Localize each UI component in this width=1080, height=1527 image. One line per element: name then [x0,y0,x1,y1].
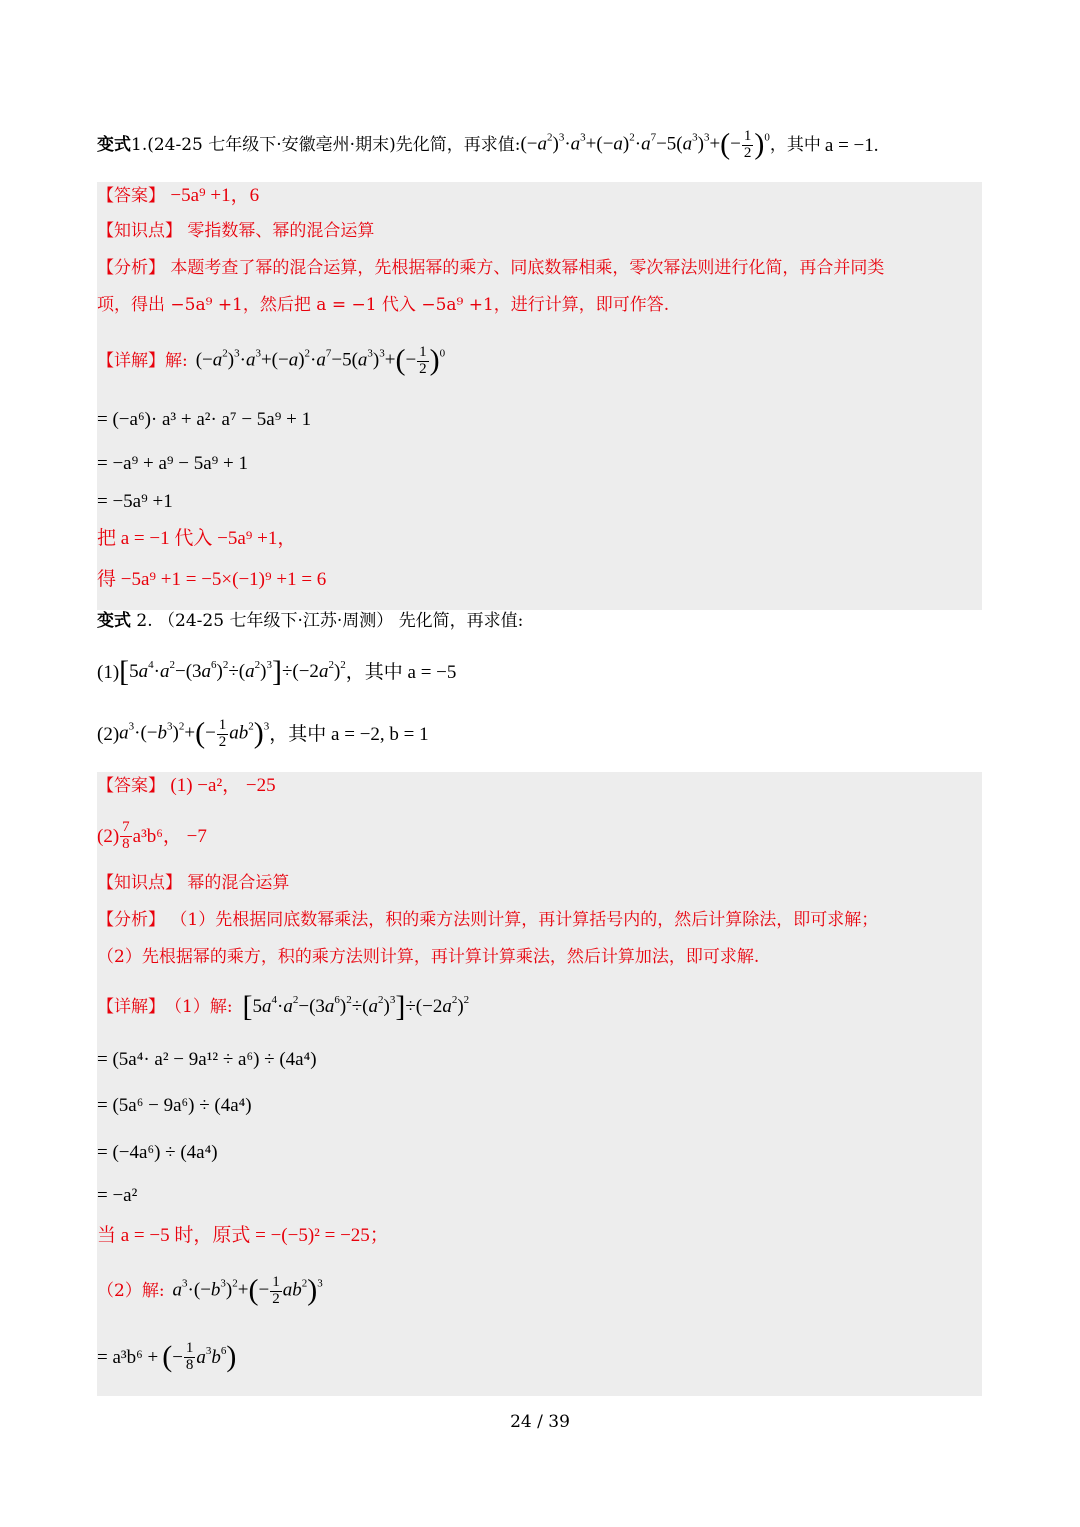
knowledge-tag-2: 【知识点】 [97,873,182,893]
q2-expression: $a^3\cdot(-b^3)^2+(-$ $\frac{1}{2}$ $ab^2)^3$ [119,716,270,750]
q2-prefix: (2) [97,723,120,745]
q1-prefix: (1) [97,661,120,683]
variant1-source: (24-25 七年级下·安徽亳州·期末) [147,134,396,155]
q1-condition: ，其中 a = −5 [345,661,457,683]
analysis-line-2a [97,912,878,929]
detail-line-1 [97,338,445,384]
part2-step1-left: = a³b⁶ + [97,1346,159,1368]
analysis-line-2b: （2）先根据幂的乘方，积的乘方法则计算，再计算计算乘法，然后计算加法，即可求解. [97,947,760,967]
variant1-label: 变式 [97,134,131,155]
answer2-rest: a³b⁶， −7 [132,825,207,847]
step-2-2: = (5a⁶ − 9a⁶) ÷ (4a⁴) [97,1095,252,1116]
question-2 [97,711,429,757]
part2-term: $a^3b^6$ [196,1344,227,1368]
page-number: 24 / 39 [510,1412,570,1432]
analysis-text-2a: （1）先根据同底数幂乘法，积的乘方法则计算，再计算括号内的，然后计算除法，即可求解； [170,910,879,930]
step-2: = −a⁹ + a⁹ − 5a⁹ + 1 [97,453,248,474]
knowledge-line-2 [97,875,289,892]
analysis-line-1b: 项，得出 −5a⁹ +1，然后把 a = −1 代入 −5a⁹ +1，进行计算，即可作答. [97,295,670,315]
answer2-prefix: (2) [97,825,120,847]
q1-expression: $[5a^4\cdot a^2-(3a^6)^2\div(a^2)^3]\div(-2a^2)^2$ [119,655,346,688]
knowledge-text-2: 幂的混合运算 [187,873,290,893]
variant1-title [97,122,879,168]
knowledge-tag: 【知识点】 [97,221,182,241]
answer2-numerator: 7 [122,818,130,835]
variant2-label: 变式 [97,611,131,631]
variant1-condition: ，其中 [769,134,821,155]
step-2-1: = (5a⁴· a² − 9a¹² ÷ a⁶) ÷ (4a⁴) [97,1049,317,1070]
knowledge-line-1 [97,223,374,240]
answer-tag-2: 【答案】 [97,776,165,796]
answer2-denominator: 8 [122,835,130,852]
answer-text-2a: (1) −a²， −25 [170,775,276,796]
detail-line-2 [97,985,469,1029]
variant1-instruction: 先化简，再求值: [395,134,521,155]
step-2-4: = −a² [97,1185,138,1206]
detail-tag: 【详解】 [97,350,165,371]
variant1-number: 1. [131,134,148,155]
part2-step-1 [97,1334,236,1380]
detail-expression-2: $[5a^4\cdot a^2-(3a^6)^2\div(a^2)^3]\div(-2a^2)^2$ [242,990,470,1023]
detail-expression: $(-a^2)^3\cdot a^3+(-a)^2\cdot a^7-5(a^3)^3+(-$ $\frac{1}{2}$ )$^0$ [195,343,446,377]
part2-minus: − [172,1346,183,1368]
part2-prefix: （2）解: [97,1280,165,1301]
variant2-instruction: 先化简，再求值: [398,611,524,631]
detail-prefix: 解: [165,350,188,371]
step-1: = (−a⁶)· a³ + a²· a⁷ − 5a⁹ + 1 [97,409,312,430]
part2-fraction [184,1341,196,1374]
analysis-text: 本题考查了幂的混合运算，先根据幂的乘方、同底数幂相乘，零次幂法则进行化简，再合并同类 [170,258,885,278]
analysis-line-1a [97,260,884,277]
part2-expression: $a^3\cdot(-b^3)^2+(-$ $\frac{1}{2}$ $ab^2)^3$ [172,1273,323,1307]
knowledge-text: 零指数幂、幂的混合运算 [187,221,375,241]
answer-tag: 【答案】 [97,186,165,206]
detail-prefix-2: （1）解: [165,996,233,1017]
variant1-condition-value: a = −1. [824,134,879,156]
analysis-tag-2: 【分析】 [97,910,165,930]
answer-line-2a [97,776,276,795]
variant1-expression: $(-a^2)^3\cdot a^3+(-a)^2\cdot a^7-5(a^3)^3+(-$ $\frac{1}{2}$ )$^0$ [520,127,770,161]
variant2-number: 2. [136,611,153,631]
question-1 [97,650,456,694]
q2-condition: ，其中 a = −2, b = 1 [269,723,429,745]
part2-open-paren: ( [162,1340,173,1373]
variant2-source: （24-25 七年级下·江苏·周测） [158,611,394,631]
step-2-5: 当 a = −5 时，原式 = −(−5)² = −25； [97,1225,389,1246]
step-2-3: = (−4a⁶) ÷ (4a⁴) [97,1142,218,1163]
part2-denominator: 8 [185,1356,194,1373]
step-3: = −5a⁹ +1 [97,491,173,512]
detail-tag-2: 【详解】 [97,996,165,1017]
variant2-title [97,613,523,630]
answer2-fraction [120,820,132,853]
substitute-line: 把 a = −1 代入 −5a⁹ +1， [97,528,297,549]
answer-line-1 [97,186,259,205]
answer-line-2b [97,813,207,859]
analysis-tag: 【分析】 [97,258,165,278]
part2-close-paren: ) [226,1340,237,1373]
answer-text: −5a⁹ +1，6 [170,185,260,206]
part2-numerator: 1 [185,1339,194,1356]
result-line: 得 −5a⁹ +1 = −5×(−1)⁹ +1 = 6 [97,569,327,590]
part2-detail-line [97,1268,323,1314]
